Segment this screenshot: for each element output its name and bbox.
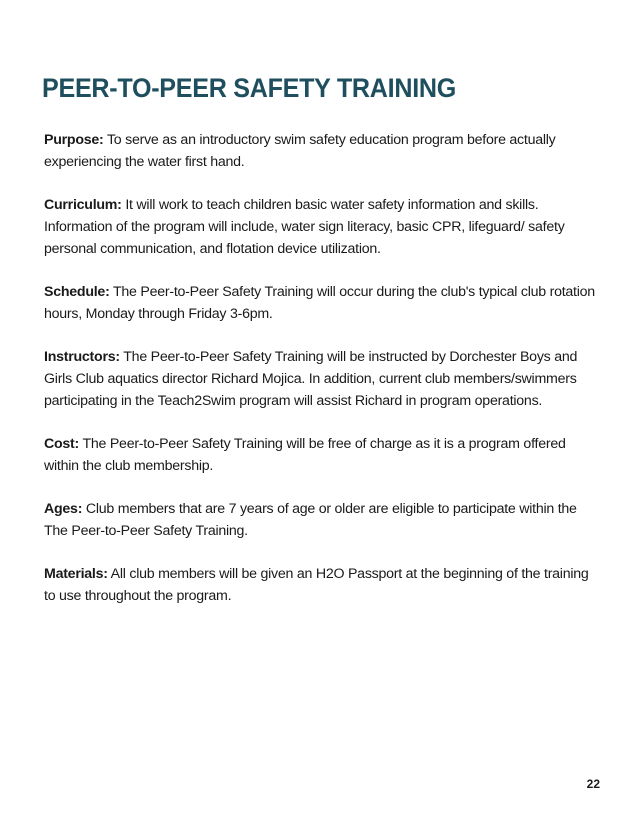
ages-label: Ages: bbox=[44, 501, 83, 517]
schedule-section bbox=[44, 281, 600, 325]
ages-section bbox=[44, 498, 600, 542]
page-number: 22 bbox=[586, 777, 600, 791]
document-body bbox=[44, 129, 600, 628]
instructors-section bbox=[44, 346, 600, 412]
materials-section bbox=[44, 563, 600, 607]
cost-label: Cost: bbox=[44, 436, 80, 452]
materials-label: Materials: bbox=[44, 566, 108, 582]
page-title: PEER-TO-PEER SAFETY TRAINING bbox=[42, 73, 456, 103]
purpose-text: To serve as an introductory swim safety education program before actually experiencing the water first hand. bbox=[44, 132, 556, 170]
curriculum-label: Curriculum: bbox=[44, 197, 122, 213]
instructors-text: The Peer-to-Peer Safety Training will be instructed by Dorchester Boys and Girls Club aquatics director Richard Mojica. In addition, current club members/swimmers participating in the Teach2Swim program will assist Richard in program operations. bbox=[44, 349, 578, 409]
curriculum-section bbox=[44, 194, 600, 260]
schedule-label: Schedule: bbox=[44, 284, 110, 300]
instructors-label: Instructors: bbox=[44, 349, 120, 365]
cost-section bbox=[44, 433, 600, 477]
schedule-text: The Peer-to-Peer Safety Training will occur during the club's typical club rotation hours, Monday through Friday 3-6pm. bbox=[44, 284, 595, 322]
purpose-label: Purpose: bbox=[44, 132, 104, 148]
ages-text: Club members that are 7 years of age or older are eligible to participate within the The Peer-to-Peer Safety Training. bbox=[44, 501, 577, 539]
purpose-section bbox=[44, 129, 600, 173]
materials-text: All club members will be given an H2O Passport at the beginning of the training to use throughout the program. bbox=[44, 566, 589, 604]
cost-text: The Peer-to-Peer Safety Training will be free of charge as it is a program offered within the club membership. bbox=[44, 436, 566, 474]
curriculum-text: It will work to teach children basic water safety information and skills. Information of the program will include, water sign literacy, basic CPR, lifeguard/ safety personal communication, and flotation device utilization. bbox=[44, 197, 565, 257]
